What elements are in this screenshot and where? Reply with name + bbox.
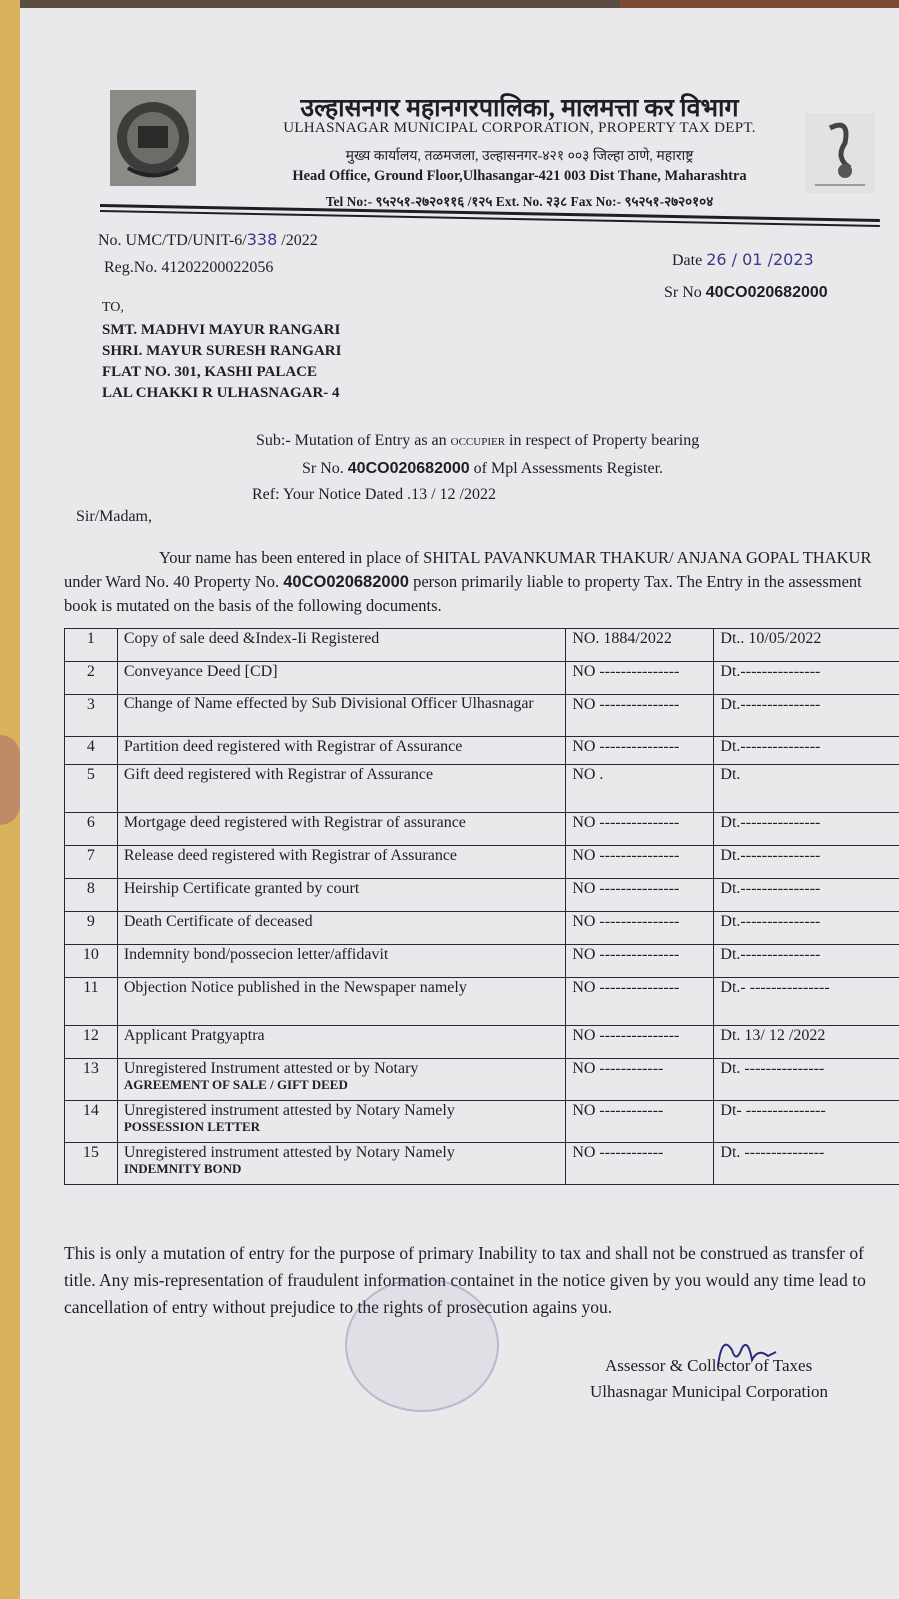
table-row: 12 Applicant Pratgyaptra NO --------------- Dt. 13/ 12 /2022: [65, 1026, 899, 1059]
table-row: 3 Change of Name effected by Sub Divisional Officer Ulhasnagar NO --------------- Dt.---------------: [65, 695, 899, 737]
office-seal-stamp: [345, 1278, 499, 1412]
reference-line: Ref: Your Notice Dated .13 / 12 /2022: [252, 486, 496, 503]
disclaimer-paragraph: This is only a mutation of entry for the purpose of primary Inability to tax and shall not be construed as transfer of title. Any mis-representation of fraudulent information containet in the notice given by you would any time lead to cancellation of entry without prejudice to the rights of prosecution agains you.: [64, 1243, 866, 1317]
address: Head Office, Ground Floor,Ulhasangar-421 003 Dist Thane, Maharashtra: [292, 168, 747, 184]
reg-number: Reg.No. 41202200022056: [104, 259, 274, 276]
to-label: TO,: [102, 300, 124, 315]
table-row: 13 Unregistered Instrument attested or by Notary AGREEMENT OF SALE / GIFT DEED NO ------------ Dt. ---------------: [65, 1059, 899, 1101]
handwritten-number: 338: [246, 230, 278, 249]
contact-numbers: Tel No:- ९५२५१-२७२०११६ /१२५ Ext. No. २३८ Fax No:- ९५२५१-२७२०१०४: [325, 194, 714, 209]
addressee-line: LAL CHAKKI R ULHASNAGAR- 4: [102, 385, 340, 401]
table-row: 7 Release deed registered with Registrar of Assurance NO --------------- Dt.---------------: [65, 846, 899, 879]
table-row: 4 Partition deed registered with Registrar of Assurance NO --------------- Dt.---------------: [65, 737, 899, 765]
table-row: 5 Gift deed registered with Registrar of Assurance NO . Dt.: [65, 765, 899, 813]
table-row: 11 Objection Notice published in the Newspaper namely NO --------------- Dt.- ---------------: [65, 978, 899, 1026]
table-row: 15 Unregistered instrument attested by Notary Namely INDEMNITY BOND NO ------------ Dt. ---------------: [65, 1143, 899, 1185]
addressee-block: [102, 320, 341, 404]
subject-line-1: Sub:- Mutation of Entry as an OCCUPIER in respect of Property bearing: [256, 432, 700, 449]
notice-document: [20, 8, 899, 1599]
english-title: ULHASNAGAR MUNICIPAL CORPORATION, PROPERTY TAX DEPT.: [283, 120, 756, 136]
salutation: Sir/Madam,: [76, 508, 152, 525]
marathi-title: उल्हासनगर महानगरपालिका, मालमत्ता कर विभाग: [300, 95, 739, 122]
table-row: 8 Heirship Certificate granted by court NO --------------- Dt.---------------: [65, 879, 899, 912]
sr-number: Sr No 40CO020682000: [664, 284, 828, 301]
addressee-line: FLAT NO. 301, KASHI PALACE: [102, 364, 318, 380]
signatory-organisation: Ulhasnagar Municipal Corporation: [590, 1382, 828, 1401]
outward-number: No. UMC/TD/UNIT-6/338 /2022: [98, 230, 318, 249]
marathi-address: मुख्य कार्यालय, तळमजला, उल्हासनगर-४२१ ००३ जिल्हा ठाणे, महाराष्ट्र: [345, 149, 694, 164]
table-row: 14 Unregistered instrument attested by Notary Namely POSSESSION LETTER NO ------------ Dt- ---------------: [65, 1101, 899, 1143]
table-row: 2 Conveyance Deed [CD] NO --------------- Dt.---------------: [65, 662, 899, 695]
body-paragraph: Your name has been entered in place of SHITAL PAVANKUMAR THAKUR/ ANJANA GOPAL THAKUR under Ward No. 40 Property No. 40CO020682000 person primarily liable to property Tax. The Entry in the assessment book is mutated on the basis of the following documents.: [64, 548, 872, 615]
table-row: 1 Copy of sale deed &Index-Ii Registered NO. 1884/2022 Dt.. 10/05/2022: [65, 629, 899, 662]
documents-table: [64, 628, 899, 1185]
addressee-line: SHRI. MAYUR SURESH RANGARI: [102, 343, 342, 359]
signatory-title: Assessor & Collector of Taxes: [605, 1356, 813, 1375]
table-row: 9 Death Certificate of deceased NO --------------- Dt.---------------: [65, 912, 899, 945]
background-thumb: [0, 735, 20, 825]
date-field: Date 26 / 01 /2023: [672, 250, 814, 269]
table-row: 6 Mortgage deed registered with Registrar of assurance NO --------------- Dt.---------------: [65, 813, 899, 846]
subject-line-2: Sr No. 40CO020682000 of Mpl Assessments Register.: [302, 460, 664, 477]
table-row: 10 Indemnity bond/possecion letter/affidavit NO --------------- Dt.---------------: [65, 945, 899, 978]
addressee-line: SMT. MADHVI MAYUR RANGARI: [102, 322, 341, 338]
